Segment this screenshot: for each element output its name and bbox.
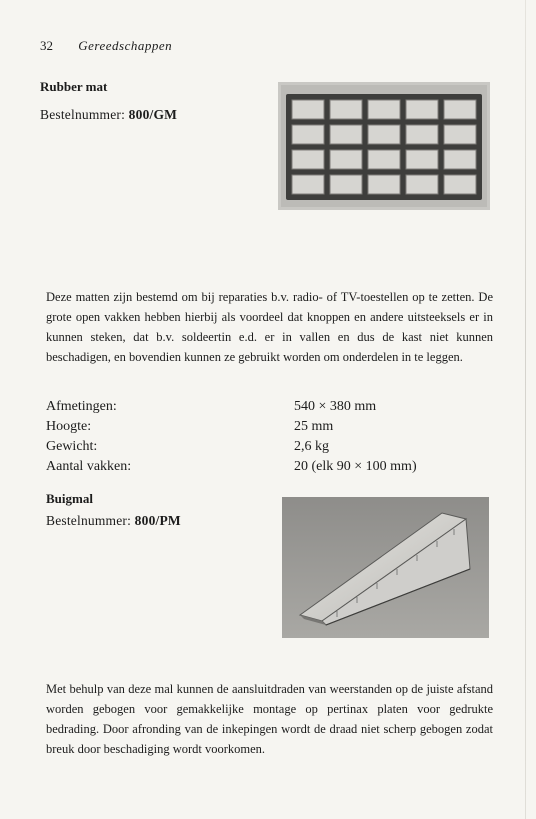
mat-compartment: [330, 125, 362, 144]
order-label: Bestelnummer:: [46, 513, 132, 528]
spec-label: Afmetingen:: [46, 399, 117, 414]
mat-compartment: [406, 125, 438, 144]
mat-compartment: [444, 125, 476, 144]
mat-compartment: [330, 175, 362, 194]
spec-row: [46, 417, 466, 437]
mat-compartment: [406, 175, 438, 194]
buigmal-photo: [282, 497, 489, 638]
rubber-mat-photo: [278, 82, 490, 210]
order-number: 800/PM: [134, 513, 181, 528]
rubber-mat-description: Deze matten zijn bestemd om bij reparaties b.v. radio- of TV-toestellen op te zetten. De grote open vakken hebben hierbij als voordeel dat knoppen en andere uitsteeksels er in kunnen steken, dat b.v. soldeertin e.d. er in vallen en dus de kast niet kunnen beschadigen, en bovendien kunnen ze gebruikt worden om onderdelen in te leggen.: [46, 290, 493, 364]
buigmal-description: Met behulp van deze mal kunnen de aansluitdraden van weerstanden op de juiste afstand worden gebogen voor gemakkelijke montage op pertinax platen voor gedrukte bedrading. Door afronding van de inkepingen wordt de draad niet scherp gebogen zodat breuk door beschadiging wordt voorkomen.: [46, 682, 493, 756]
spec-value: 20 (elk 90 × 100 mm): [294, 459, 417, 474]
mat-compartment: [444, 150, 476, 169]
mat-compartment: [292, 100, 324, 119]
mat-compartment: [368, 125, 400, 144]
rubber-mat-order-number: [40, 107, 177, 123]
spec-row: [46, 397, 466, 417]
mat-compartment: [292, 125, 324, 144]
page-header: [40, 38, 172, 54]
spec-value: 540 × 380 mm: [294, 399, 377, 414]
mat-compartment: [444, 175, 476, 194]
mat-compartment: [292, 175, 324, 194]
spec-label: Gewicht:: [46, 439, 98, 454]
rubber-mat-image: [278, 82, 490, 210]
order-number: 800/GM: [128, 107, 178, 122]
mat-compartment: [406, 150, 438, 169]
page-number: 32: [40, 38, 53, 53]
rubber-mat-title: Rubber mat: [40, 79, 108, 94]
spec-value: 25 mm: [294, 419, 334, 434]
mat-compartment: [368, 150, 400, 169]
buigmal-title: Buigmal: [46, 491, 93, 506]
buigmal-image: [282, 497, 489, 638]
spec-label: Aantal vakken:: [46, 459, 132, 474]
spec-label: Hoogte:: [46, 419, 92, 434]
mat-compartment: [292, 150, 324, 169]
mat-compartment: [330, 100, 362, 119]
spec-row: [46, 457, 466, 477]
mat-compartment: [406, 100, 438, 119]
page-edge: [525, 0, 526, 819]
mat-compartment: [330, 150, 362, 169]
mat-compartment: [368, 175, 400, 194]
order-label: Bestelnummer:: [40, 107, 126, 122]
running-title: Gereedschappen: [78, 38, 173, 53]
rubber-mat-specs: [46, 397, 466, 477]
buigmal-order-number: [46, 513, 181, 529]
spec-value: 2,6 kg: [294, 439, 329, 454]
mat-compartment: [368, 100, 400, 119]
spec-row: [46, 437, 466, 457]
mat-compartment: [444, 100, 476, 119]
